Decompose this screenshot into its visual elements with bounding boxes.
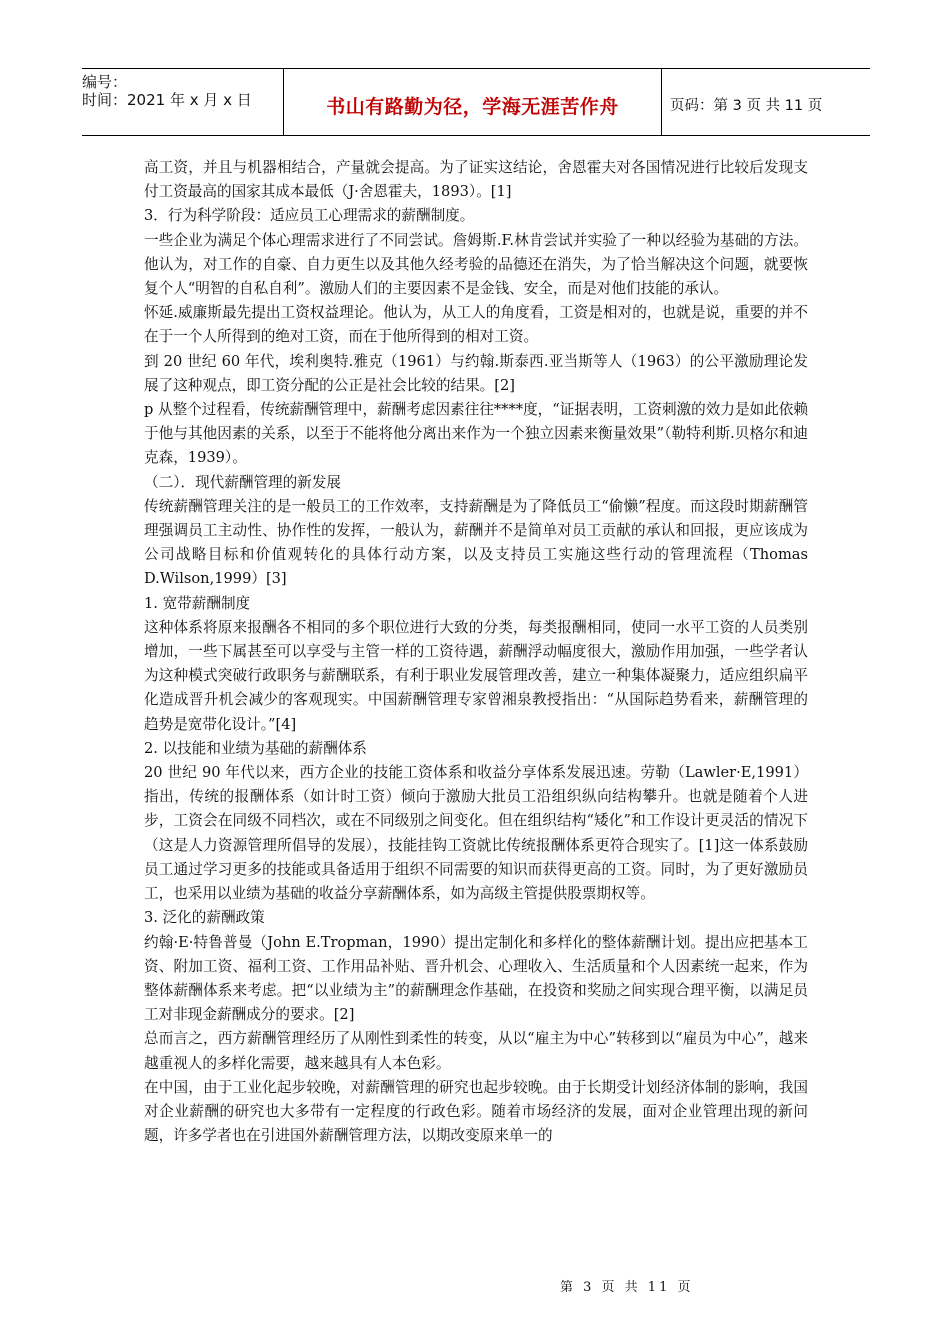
document-body [144,156,808,1148]
paragraph: 到 20 世纪 60 年代，埃利奥特.雅克（1961）与约翰.斯泰西.亚当斯等人（1963）的公平激励理论发展了这种观点，即工资分配的公正是社会比较的结果。[2] [144,352,808,394]
paragraph: 高工资，并且与机器相结合，产量就会提高。为了证实这结论，舍恩霍夫对各国情况进行比较后发现支付工资最高的国家其成本最低（J·舍恩霍夫，1893）。[1] [144,159,808,201]
document-date: 时间：2021 年 x 月 x 日 [82,91,252,109]
paragraph: 怀延.威廉斯最先提出工资权益理论。他认为，从工人的角度看，工资是相对的，也就是说，重要的并不在于一个人所得到的绝对工资，而在于他所得到的相对工资。 [144,304,808,346]
section-heading: 3．行为科学阶段：适应员工心理需求的薪酬制度。 [144,207,475,225]
page-footer: 第 3 页 共 11 页 [560,1280,694,1295]
section-heading: （二）．现代薪酬管理的新发展 [144,473,342,491]
header-page-info: 页码：第 3 页 共 11 页 [670,97,823,114]
section-heading: 1. 宽带薪酬制度 [144,594,251,612]
paragraph: 一些企业为满足个体心理需求进行了不同尝试。詹姆斯.F.林肯尝试并实验了一种以经验为基础的方法。他认为，对工作的自豪、自力更生以及其他久经考验的品德还在消失，为了恰当解决这个问题，就要恢复个人“明智的自私自利”。激励人们的主要因素不是金钱、安全，而是对他们技能的承认。 [144,231,808,298]
paragraph: 在中国，由于工业化起步较晚，对薪酬管理的研究也起步较晚。由于长期受计划经济体制的影响，我国对企业薪酬的研究也大多带有一定程度的行政色彩。随着市场经济的发展，面对企业管理出现的新问题，许多学者也在引进国外薪酬管理方法，以期改变原来单一的 [144,1078,808,1145]
header-meta [82,69,284,135]
paragraph: p 从整个过程看，传统薪酬管理中，薪酬考虑因素往往****度，“证据表明，工资刺激的效力是如此依赖于他与其他因素的关系，以至于不能将他分离出来作为一个独立因素来衡量效果”（勒特利斯.贝格尔和迪克森，1939）。 [144,401,808,467]
paragraph: 总而言之，西方薪酬管理经历了从刚性到柔性的转变，从以“雇主为中心”转移到以“雇员为中心”，越来越重视人的多样化需要，越来越具有人本色彩。 [144,1030,808,1072]
paragraph: 20 世纪 90 年代以来，西方企业的技能工资体系和收益分享体系发展迅速。劳勒（Lawler·E,1991）指出，传统的报酬体系（如计时工资）倾向于激励大批员工沿组织纵向结构攀升。也就是随着个人进步，工资会在同级不同档次，或在不同级别之间变化。但在组织结构“矮化”和工作设计更灵活的情况下（这是人力资源管理所倡导的发展），技能挂钩工资就比传统报酬体系更符合现实了。[1]这一体系鼓励员工通过学习更多的技能或具备适用于组织不同需要的知识而获得更高的工资。同时，为了更好激励员工，也采用以业绩为基础的收益分享薪酬体系，如为高级主管提供股票期权等。 [144,764,808,903]
section-heading: 2. 以技能和业绩为基础的薪酬体系 [144,739,367,757]
page-header [82,68,870,136]
paragraph: 这种体系将原来报酬各不相同的多个职位进行大致的分类，每类报酬相同，使同一水平工资的人员类别增加，一些下属甚至可以享受与主管一样的工资待遇，薪酬浮动幅度很大，激励作用加强，一些学者认为这种模式突破行政职务与薪酬联系，有利于职业发展管理改善，建立一种集体凝聚力，适应组织扁平化造成晋升机会减少的客观现实。中国薪酬管理专家曾湘泉教授指出：“从国际趋势看来，薪酬管理的趋势是宽带化设计。”[4] [144,618,808,733]
paragraph: 约翰·E·特鲁普曼（John E.Tropman，1990）提出定制化和多样化的整体薪酬计划。提出应把基本工资、附加工资、福利工资、工作用品补贴、晋升机会、心理收入、生活质量和个人因素统一起来，作为整体薪酬体系来考虑。把“以业绩为主”的薪酬理念作基础，在投资和奖励之间实现合理平衡，以满足员工对非现金薪酬成分的要求。[2] [144,933,808,1024]
header-motto: 书山有路勤为径，学海无涯苦作舟 [284,69,662,135]
document-number-label: 编号： [82,73,128,91]
paragraph: 传统薪酬管理关注的是一般员工的工作效率，支持薪酬是为了降低员工“偷懒”程度。而这段时期薪酬管理强调员工主动性、协作性的发挥，一般认为，薪酬并不是简单对员工贡献的承认和回报，更应该成为公司战略目标和价值观转化的具体行动方案，以及支持员工实施这些行动的管理流程（Thomas D.Wilson,1999）[3] [144,497,808,588]
section-heading: 3. 泛化的薪酬政策 [144,909,265,927]
